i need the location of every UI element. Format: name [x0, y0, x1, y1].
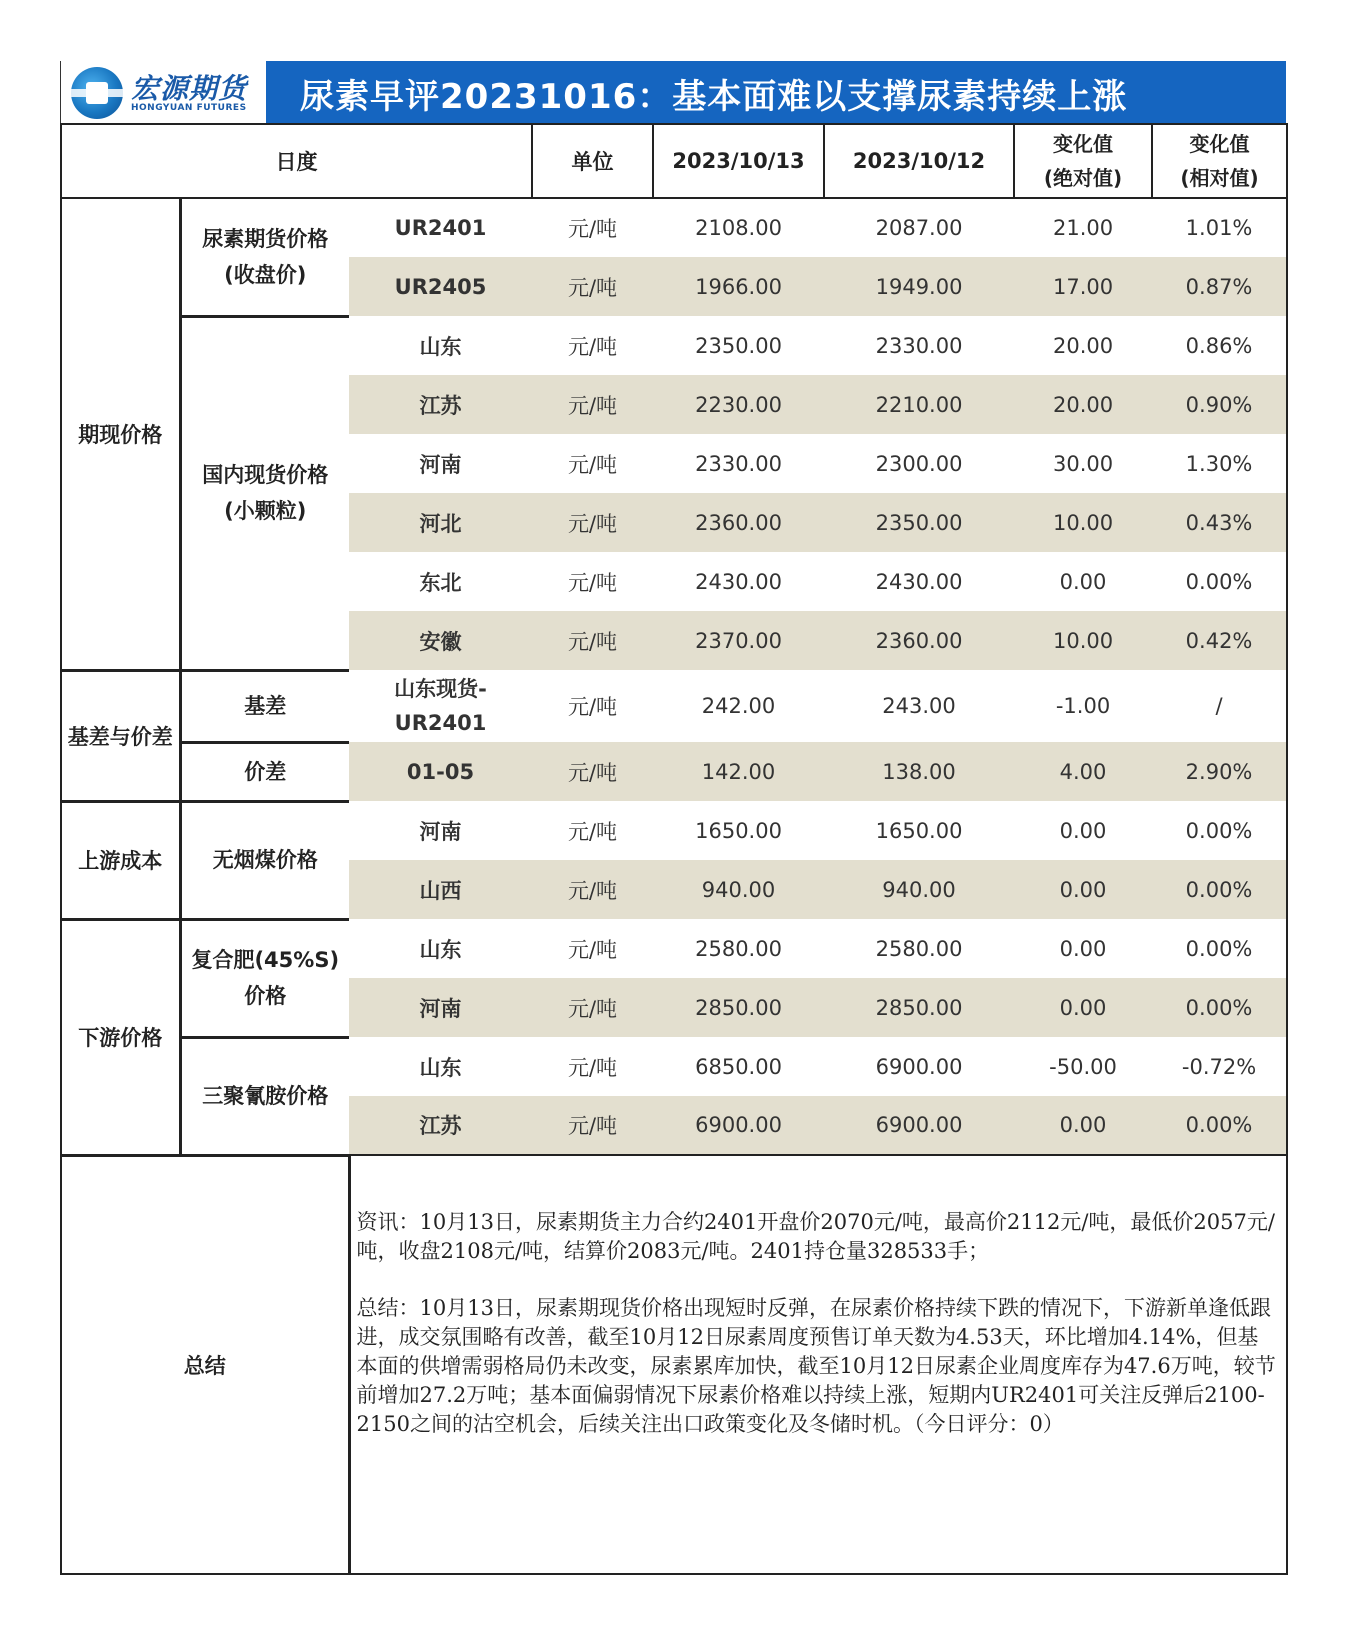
- table-row: [61, 198, 1287, 257]
- row-item: 山东: [419, 334, 462, 359]
- brand-name-cn: 宏源期货: [131, 72, 248, 105]
- row-unit: 元/吨: [532, 257, 653, 316]
- subgroup-label-line: 三聚氰胺价格: [202, 1084, 329, 1108]
- header-change-abs-line2: (绝对值): [1043, 166, 1123, 190]
- row-value-date2: 940.00: [824, 860, 1014, 919]
- row-item: 河北: [349, 493, 532, 552]
- table-row: [61, 801, 1287, 860]
- hongyuan-logo-icon: [71, 67, 123, 119]
- row-change-abs: -1.00: [1055, 694, 1111, 718]
- row-value-date1: 142.00: [653, 742, 824, 801]
- row-item: 山东: [419, 1055, 462, 1080]
- row-change-rel: -0.72%: [1152, 1037, 1287, 1096]
- table-row: [61, 670, 1287, 742]
- group-label: 上游成本: [61, 801, 180, 919]
- row-item: UR2401: [394, 216, 487, 240]
- row-value-date1: 6850.00: [695, 1054, 782, 1079]
- subgroup-label-line: 价差: [244, 759, 287, 784]
- row-value-date2: 2350.00: [824, 493, 1014, 552]
- row-item: [349, 670, 532, 742]
- summary-label: 总结: [61, 1155, 349, 1574]
- row-value-date1: 2360.00: [653, 493, 824, 552]
- row-change-abs: -50.00: [1049, 1054, 1117, 1079]
- row-value-date2: 6900.00: [824, 1096, 1014, 1155]
- row-value-date2: 2580.00: [875, 936, 963, 961]
- subgroup-label-line: 价格: [244, 984, 287, 1008]
- brand-logo: [60, 61, 266, 123]
- price-table: [60, 123, 1288, 1575]
- row-value-date2: 2360.00: [824, 611, 1014, 670]
- row-change-rel: 0.00%: [1152, 552, 1287, 611]
- subgroup-label: [180, 198, 349, 316]
- subgroup-label: [180, 919, 349, 1037]
- row-value-date1: 940.00: [653, 860, 824, 919]
- row-change-rel: 1.30%: [1152, 434, 1287, 493]
- row-change-rel: 0.86%: [1152, 316, 1287, 375]
- report-title: 尿素早评20231016：基本面难以支撑尿素持续上涨: [300, 77, 1128, 117]
- row-value-date2: 2087.00: [875, 216, 963, 240]
- row-unit: 元/吨: [567, 452, 618, 477]
- row-change-abs: 0.00: [1014, 860, 1152, 919]
- row-value-date1: 6900.00: [653, 1096, 824, 1155]
- subgroup-label: [180, 670, 349, 742]
- row-change-rel: 2.90%: [1152, 742, 1287, 801]
- row-unit: 元/吨: [532, 611, 653, 670]
- subgroup-label: [180, 316, 349, 670]
- row-value-date2: 2850.00: [824, 978, 1014, 1037]
- row-value-date1: 1966.00: [653, 257, 824, 316]
- row-unit: 元/吨: [567, 937, 618, 962]
- table-header-row: [61, 124, 1287, 198]
- header-change-rel: [1152, 124, 1287, 198]
- row-change-rel: 0.00%: [1152, 1096, 1287, 1155]
- summary-body: [349, 1155, 1287, 1574]
- row-unit: 元/吨: [567, 334, 618, 359]
- row-unit: 元/吨: [532, 493, 653, 552]
- row-change-abs: 0.00: [1059, 569, 1107, 594]
- row-change-rel: 1.01%: [1152, 198, 1287, 257]
- header-change-abs-line1: 变化值: [1053, 132, 1114, 156]
- subgroup-label-line: (收盘价): [224, 262, 307, 287]
- row-value-date2: 1949.00: [824, 257, 1014, 316]
- row-item: 安徽: [349, 611, 532, 670]
- row-value-date1: 2350.00: [695, 333, 782, 358]
- row-value-date1: 2850.00: [653, 978, 824, 1037]
- row-change-rel: 0.00%: [1152, 919, 1287, 978]
- row-value-date1: 1650.00: [695, 818, 782, 843]
- header-change-rel-line2: (相对值): [1180, 166, 1259, 190]
- summary-row: [61, 1155, 1287, 1574]
- row-item: 江苏: [349, 375, 532, 434]
- row-unit: 元/吨: [567, 819, 618, 844]
- table-row: [61, 742, 1287, 801]
- row-value-date1: 2430.00: [695, 569, 782, 594]
- row-item: 东北: [419, 570, 462, 595]
- summary-conclusion: 总结：10月13日，尿素期现货价格出现短时反弹，在尿素价格持续下跌的情况下，下游新单逢低跟进，成交氛围略有改善，截至10月12日尿素周度预售订单天数为4.53天，环比增加4.14%，但基本面的供增需弱格局仍未改变，尿素累库加快，截至10月12日尿素企业周度库存为47.6万吨，较节前增加27.2万吨；基本面偏弱情况下尿素价格难以持续上涨，短期内UR2401可关注反弹后2100-2150之间的沽空机会，后续关注出口政策变化及冬储时机。（今日评分：0）: [356, 1296, 1276, 1436]
- row-value-date1: 2370.00: [653, 611, 824, 670]
- row-unit: 元/吨: [532, 860, 653, 919]
- row-unit: 元/吨: [532, 1096, 653, 1155]
- row-value-date2: 2330.00: [875, 333, 963, 358]
- brand-name-en: HONGYUAN FUTURES: [131, 103, 247, 113]
- header-change-abs: [1014, 124, 1152, 198]
- row-change-abs: 0.00: [1014, 1096, 1152, 1155]
- row-change-abs: 21.00: [1052, 216, 1114, 240]
- report-sheet: [60, 61, 1286, 1575]
- row-change-abs: 20.00: [1052, 333, 1114, 358]
- row-value-date2: 6900.00: [875, 1054, 963, 1079]
- row-item-line: UR2401: [394, 711, 487, 735]
- row-change-rel: 0.90%: [1152, 375, 1287, 434]
- subgroup-label-line: 无烟煤价格: [212, 848, 318, 872]
- row-change-rel: /: [1152, 670, 1287, 742]
- row-item: 河南: [349, 978, 532, 1037]
- row-item: 01-05: [349, 742, 532, 801]
- row-item: 山东: [419, 937, 462, 962]
- row-change-abs: 0.00: [1059, 936, 1107, 961]
- row-change-rel: 0.00%: [1152, 978, 1287, 1037]
- subgroup-label-line: 基差: [244, 694, 287, 718]
- subgroup-label-line: 复合肥(45%S): [191, 948, 340, 972]
- table-row: [61, 919, 1287, 978]
- row-unit: 元/吨: [532, 375, 653, 434]
- row-value-date1: 2580.00: [695, 936, 782, 961]
- header-dimension: 日度: [61, 124, 532, 198]
- header-change-rel-line1: 变化值: [1189, 132, 1250, 156]
- row-value-date1: 242.00: [701, 694, 776, 718]
- subgroup-label: [180, 742, 349, 801]
- row-value-date2: 243.00: [882, 694, 956, 718]
- row-unit: 元/吨: [567, 1055, 618, 1080]
- row-value-date2: 1650.00: [875, 818, 963, 843]
- subgroup-label: [180, 1037, 349, 1155]
- header-date2: 2023/10/12: [824, 124, 1014, 198]
- row-change-abs: 10.00: [1014, 493, 1152, 552]
- row-item: 江苏: [349, 1096, 532, 1155]
- group-label: 基差与价差: [61, 670, 180, 801]
- row-unit: 元/吨: [532, 978, 653, 1037]
- row-unit: 元/吨: [567, 695, 618, 719]
- row-change-rel: 0.42%: [1152, 611, 1287, 670]
- row-value-date2: 2300.00: [875, 451, 963, 476]
- row-change-abs: 20.00: [1014, 375, 1152, 434]
- title-banner: [60, 61, 1286, 123]
- row-change-abs: 17.00: [1014, 257, 1152, 316]
- row-item: UR2405: [349, 257, 532, 316]
- row-unit: 元/吨: [532, 742, 653, 801]
- subgroup-label: [180, 801, 349, 919]
- row-unit: 元/吨: [567, 570, 618, 595]
- subgroup-label-line: 国内现货价格: [202, 463, 329, 487]
- row-item-line: 山东现货-: [394, 677, 487, 701]
- header-unit: 单位: [532, 124, 653, 198]
- row-change-abs: 0.00: [1059, 818, 1107, 843]
- row-item: 河南: [419, 819, 462, 844]
- row-item: 山西: [349, 860, 532, 919]
- row-value-date1: 2230.00: [653, 375, 824, 434]
- table-row: [61, 316, 1287, 375]
- group-label: 期现价格: [61, 198, 180, 670]
- table-row: [61, 1037, 1287, 1096]
- summary-news: 资讯：10月13日，尿素期货主力合约2401开盘价2070元/吨，最高价2112元/吨，最低价2057元/吨，收盘2108元/吨，结算价2083元/吨。2401持仓量328533手；: [356, 1210, 1275, 1263]
- row-change-rel: 0.43%: [1152, 493, 1287, 552]
- row-change-rel: 0.00%: [1152, 801, 1287, 860]
- row-change-abs: 4.00: [1014, 742, 1152, 801]
- header-date1: 2023/10/13: [653, 124, 824, 198]
- row-value-date2: 2210.00: [824, 375, 1014, 434]
- row-item: 河南: [419, 452, 462, 477]
- row-value-date2: 2430.00: [875, 569, 963, 594]
- row-value-date1: 2108.00: [695, 216, 782, 240]
- row-value-date1: 2330.00: [695, 451, 782, 476]
- row-change-abs: 0.00: [1014, 978, 1152, 1037]
- row-change-rel: 0.00%: [1152, 860, 1287, 919]
- subgroup-label-line: (小颗粒): [224, 499, 307, 523]
- row-change-rel: 0.87%: [1152, 257, 1287, 316]
- row-change-abs: 30.00: [1052, 451, 1114, 476]
- group-label: 下游价格: [61, 919, 180, 1155]
- row-value-date2: 138.00: [824, 742, 1014, 801]
- row-unit: 元/吨: [567, 217, 618, 241]
- row-change-abs: 10.00: [1014, 611, 1152, 670]
- subgroup-label-line: 尿素期货价格: [202, 226, 329, 251]
